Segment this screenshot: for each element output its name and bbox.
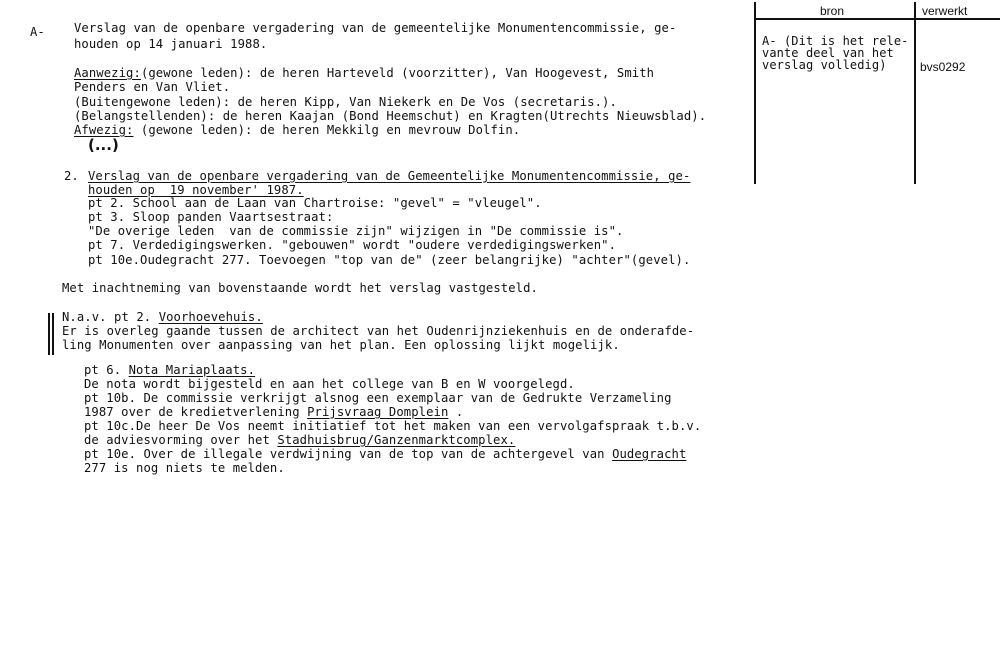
pt10b-prefix: 1987 over de kredietverlening [84,405,308,419]
item2-point: pt 3. Sloop panden Vaartsestraat: [88,210,334,224]
present-text: (gewone leden): de heren Harteveld (voorzitter), Van Hoogevest, Smith [140,66,655,80]
sidebar-note-line: A- (Dit is het rele- [762,34,909,48]
pt6-prefix: pt 6. [84,363,129,377]
attendance-present-cont: Penders en Van Vliet. [74,80,231,94]
pt10b-line1: pt 10b. De commissie verkrijgt alsnog een exemplaar van de Gedrukte Verzameling [84,391,672,405]
item2-point: pt 7. Verdedigingswerken. "gebouwen" wordt "oudere verdedigingswerken". [88,238,617,252]
ellipsis-mark: (...) [88,136,119,154]
pt6-heading [84,363,255,377]
pt10e-line2: 277 is nog niets te melden. [84,461,285,475]
sidebar-header-rule [754,18,1000,20]
item2-number: 2. [64,169,79,183]
absent-label: Afwezig: [74,123,134,137]
pt10c-topic: Stadhuisbrug/Ganzenmarktcomplex. [277,433,516,447]
pt6-title: Nota Mariaplaats. [128,363,256,377]
item2-point: pt 2. School aan de Laan van Chartroise: "gevel" = "vleugel". [88,196,542,210]
item2-title-line2: houden op 19 november' 1987. [88,183,304,197]
sidebar-left-border [754,2,756,184]
absent-text: (gewone leden): de heren Mekkilg en mevrouw Dolfin. [133,123,521,137]
pt10c-prefix: de adviesvorming over het [84,433,278,447]
section-marker: A- [30,25,45,39]
pt10b-topic: Prijsvraag Domplein [307,405,449,419]
nav-text-line1: Er is overleg gaande tussen de architect van het Oudenrijnziekenhuis en de onderafde- [62,324,695,338]
pt6-text: De nota wordt bijgesteld en aan het college van B en W voorgelegd. [84,377,575,391]
attendance-extra: (Buitengewone leden): de heren Kipp, Van Niekerk en De Vos (secretaris.). [74,95,617,109]
sidebar-note-line: vante deel van het [762,46,894,60]
pt10b-suffix: . [448,405,464,419]
sidebar-header-processed: verwerkt [922,4,968,18]
report-title-line2: houden op 14 januari 1988. [74,37,268,51]
nav-heading [62,310,263,324]
sidebar-header-source: bron [820,4,845,18]
attendance-invited: (Belangstellenden): de heren Kaajan (Bond Heemschut) en Kragten(Utrechts Nieuwsblad). [74,109,707,123]
attendance-absent [74,123,520,137]
present-label: Aanwezig: [74,66,141,80]
margin-bar-left [48,313,50,355]
sidebar-column-divider [914,2,916,184]
sidebar-code: bvs0292 [920,60,966,74]
sidebar-note-line: verslag volledig) [762,58,887,72]
sidebar-note [762,35,909,71]
pt10c-line2 [84,433,515,447]
pt10e-line1 [84,447,686,461]
pt10e-prefix: pt 10e. Over de illegale verdwijning van de top van de achtergevel van [84,447,613,461]
nav-text-line2: ling Monumenten over aanpassing van het plan. Een oplossing lijkt mogelijk. [62,338,620,352]
pt10c-line1: pt 10c.De heer De Vos neemt initiatief tot het maken van een vervolgafspraak t.b.v. [84,419,702,433]
pt10b-line2 [84,405,463,419]
attendance-present [74,66,654,80]
item2-title-line1: Verslag van de openbare vergadering van de Gemeentelijke Monumentencommissie, ge- [88,169,691,183]
nav-topic: Voorhoevehuis. [158,310,263,324]
pt10e-topic: Oudegracht [612,447,687,461]
item2-conclusion: Met inachtneming van bovenstaande wordt het verslag vastgesteld. [62,281,538,295]
nav-prefix: N.a.v. pt 2. [62,310,159,324]
item2-point: pt 10e.Oudegracht 277. Toevoegen "top van de" (zeer belangrijke) "achter"(gevel). [88,253,691,267]
report-title-line1: Verslag van de openbare vergadering van de gemeentelijke Monumentencommissie, ge- [74,21,677,35]
margin-bar-right [52,313,54,355]
item2-point: "De overige leden van de commissie zijn" wijzigen in "De commissie is". [88,224,624,238]
